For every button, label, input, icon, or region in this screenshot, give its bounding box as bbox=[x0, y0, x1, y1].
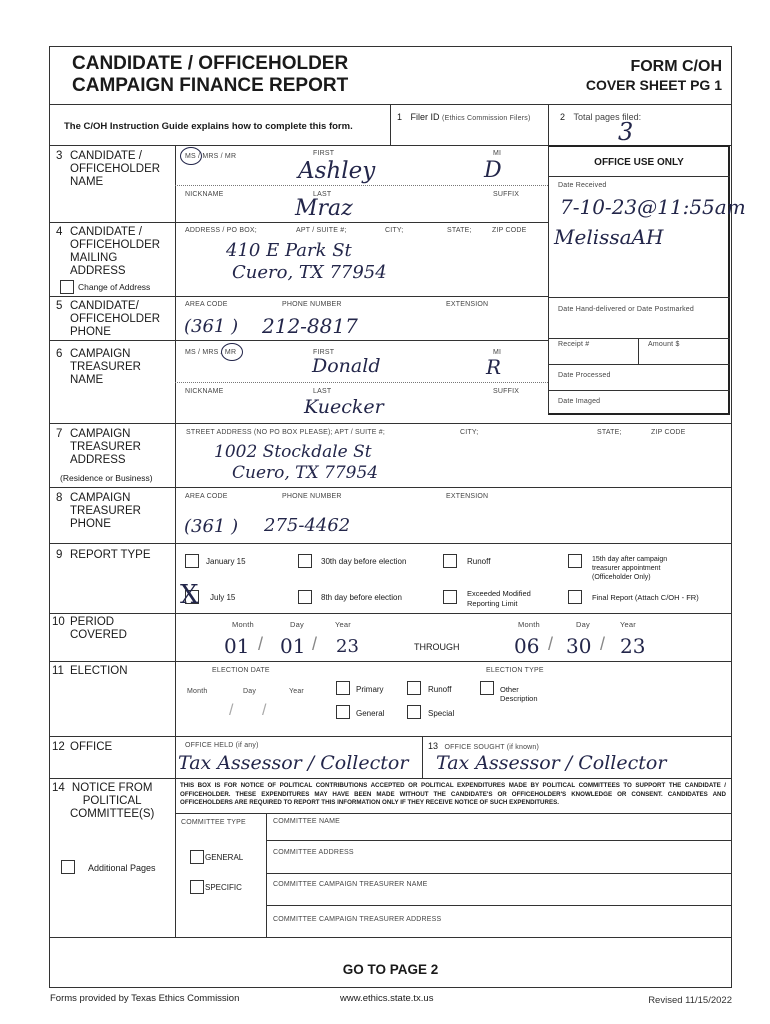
section-8-label bbox=[56, 492, 141, 531]
divider bbox=[49, 736, 732, 737]
receiver-signature: MelissaAH bbox=[554, 225, 664, 249]
divider bbox=[175, 185, 548, 186]
election-other-label: Other Description bbox=[500, 685, 538, 703]
committee-specific-label: SPECIFIC bbox=[205, 883, 242, 892]
divider bbox=[49, 543, 732, 544]
address-line-2[interactable]: Cuero, TX 77954 bbox=[232, 262, 387, 283]
office-use-title: OFFICE USE ONLY bbox=[594, 157, 684, 168]
notice-text: THIS BOX IS FOR NOTICE OF POLITICAL CONTRIBUTIONS ACCEPTED OR POLITICAL EXPENDITURES MADE BY POLITICAL COMMITTEES TO SUPPORT THE CANDIDATE / OFFICEHOLDER. THESE EXPENDITURES MAY HAVE BEEN MADE WITHOUT THE CANDIDATE'S OR OFFICEHOLDER'S KNOWLEDGE OR CONSENT. CANDIDATES AND OFFICEHOLDERS ARE REQUIRED TO REPORT THIS INFORMATION ONLY IF THEY RECEIVE NOTICE OF SUCH EXPENDITURES. bbox=[180, 782, 726, 806]
divider bbox=[548, 390, 730, 391]
period-from-day[interactable]: 01 bbox=[280, 634, 306, 658]
candidate-first-name[interactable]: Ashley bbox=[298, 158, 376, 184]
salutation-label: MS / MRS / MR bbox=[185, 153, 237, 160]
date-imaged-label: Date Imaged bbox=[558, 398, 601, 405]
date-slash: / bbox=[258, 634, 264, 654]
receipt-label: Receipt # bbox=[558, 341, 590, 348]
footer-provided-by: Forms provided by Texas Ethics Commission bbox=[50, 993, 240, 1004]
report-july-15-label: July 15 bbox=[210, 593, 236, 602]
report-exceeded-checkbox[interactable] bbox=[443, 590, 457, 604]
form-title bbox=[72, 53, 348, 97]
election-type-label: ELECTION TYPE bbox=[486, 667, 544, 674]
filer-id-field[interactable] bbox=[397, 112, 530, 122]
zip-label: ZIP CODE bbox=[651, 429, 686, 436]
state-label: STATE; bbox=[597, 429, 622, 436]
election-special-label: Special bbox=[428, 709, 455, 718]
field-number: 5 bbox=[56, 300, 63, 312]
committee-specific-checkbox[interactable] bbox=[190, 880, 204, 894]
additional-pages-label: Additional Pages bbox=[88, 863, 156, 873]
change-of-address-label: Change of Address bbox=[78, 282, 151, 292]
from-year-label: Year bbox=[335, 620, 351, 629]
committee-treasurer-name-label: COMMITTEE CAMPAIGN TREASURER NAME bbox=[273, 881, 428, 888]
address-label: ADDRESS / PO BOX; bbox=[185, 227, 257, 234]
candidate-last-name[interactable]: Mraz bbox=[295, 196, 353, 221]
treasurer-last-name[interactable]: Kuecker bbox=[304, 396, 384, 418]
nickname-label: NICKNAME bbox=[185, 388, 224, 395]
filer-id-sub: (Ethics Commission Filers) bbox=[442, 115, 531, 122]
election-day-label: Day bbox=[243, 688, 257, 695]
election-label: ELECTION bbox=[70, 665, 128, 677]
date-slash: / bbox=[262, 702, 267, 719]
treasurer-mi[interactable]: R bbox=[486, 355, 502, 379]
extension-label: EXTENSION bbox=[446, 301, 489, 308]
period-to-day[interactable]: 30 bbox=[566, 634, 592, 658]
report-january-15-label: January 15 bbox=[206, 557, 246, 566]
treasurer-first-name[interactable]: Donald bbox=[312, 355, 381, 377]
election-other-checkbox[interactable] bbox=[480, 681, 494, 695]
section-12-label bbox=[52, 741, 112, 754]
report-30th-day-checkbox[interactable] bbox=[298, 554, 312, 568]
filer-id-label: Filer ID bbox=[410, 112, 440, 122]
to-year-label: Year bbox=[620, 620, 636, 629]
election-general-label: General bbox=[356, 709, 385, 718]
nickname-label: NICKNAME bbox=[185, 191, 224, 198]
divider bbox=[266, 813, 267, 937]
section-13-label bbox=[428, 741, 539, 751]
field-number: 11 bbox=[52, 665, 64, 677]
go-to-page-2: GO TO PAGE 2 bbox=[342, 962, 439, 977]
election-general-checkbox[interactable] bbox=[336, 705, 350, 719]
section-4-label bbox=[56, 226, 160, 278]
divider bbox=[49, 778, 732, 779]
period-from-year[interactable]: 23 bbox=[336, 636, 359, 657]
change-of-address-checkbox[interactable] bbox=[60, 280, 74, 294]
field-number: 3 bbox=[56, 150, 63, 162]
field-number: 14 bbox=[52, 782, 65, 794]
divider bbox=[266, 840, 732, 841]
last-label: LAST bbox=[313, 388, 332, 395]
report-30th-day-label: 30th day before election bbox=[321, 557, 407, 566]
extension-label: EXTENSION bbox=[446, 493, 489, 500]
suffix-label: SUFFIX bbox=[493, 191, 520, 198]
divider bbox=[49, 222, 548, 223]
treasurer-phone-number[interactable]: 275-4462 bbox=[264, 515, 351, 536]
election-year-label: Year bbox=[289, 688, 304, 695]
report-exceeded-label: Exceeded Modified Reporting Limit bbox=[467, 589, 531, 608]
divider bbox=[49, 423, 732, 424]
candidate-area-code[interactable]: (361 ) bbox=[184, 316, 239, 337]
field-number: 8 bbox=[56, 492, 63, 504]
amount-label: Amount $ bbox=[648, 341, 680, 348]
date-slash: / bbox=[548, 634, 554, 654]
report-runoff-checkbox[interactable] bbox=[443, 554, 457, 568]
title-line-1: CANDIDATE / OFFICEHOLDER bbox=[72, 53, 349, 74]
divider bbox=[175, 382, 548, 383]
apt-label: APT / SUITE #; bbox=[296, 227, 347, 234]
field-number: 12 bbox=[52, 741, 65, 753]
label-column-divider bbox=[175, 145, 176, 937]
field-number: 13 bbox=[428, 741, 439, 751]
field-number: 6 bbox=[56, 348, 63, 360]
report-july-15-mark: X bbox=[180, 580, 199, 610]
title-line-2: CAMPAIGN FINANCE REPORT bbox=[72, 75, 349, 96]
period-from-month[interactable]: 01 bbox=[224, 634, 250, 658]
section-14-label bbox=[52, 782, 154, 821]
date-slash: / bbox=[312, 634, 318, 654]
committee-general-checkbox[interactable] bbox=[190, 850, 204, 864]
divider bbox=[175, 813, 732, 814]
mailing-address-label: CANDIDATE / OFFICEHOLDER MAILING ADDRESS bbox=[70, 226, 161, 277]
mi-label: MI bbox=[493, 150, 502, 157]
treasurer-address-line-1[interactable]: 1002 Stockdale St bbox=[214, 442, 372, 462]
section-10-label bbox=[52, 616, 127, 642]
divider bbox=[49, 613, 732, 614]
total-pages-label: Total pages filed: bbox=[573, 112, 642, 122]
committee-address-label: COMMITTEE ADDRESS bbox=[273, 849, 354, 856]
report-8th-day-label: 8th day before election bbox=[321, 593, 402, 602]
office-label: OFFICE bbox=[70, 741, 113, 753]
report-type-label: REPORT TYPE bbox=[70, 549, 151, 561]
from-day-label: Day bbox=[290, 620, 304, 629]
election-primary-label: Primary bbox=[356, 685, 384, 694]
divider bbox=[266, 905, 732, 906]
first-label: FIRST bbox=[313, 150, 335, 157]
divider bbox=[548, 297, 730, 298]
salutation-circle bbox=[180, 147, 202, 165]
committee-general-label: GENERAL bbox=[205, 853, 244, 862]
divider bbox=[49, 340, 548, 341]
date-slash: / bbox=[600, 634, 606, 654]
report-8th-day-checkbox[interactable] bbox=[298, 590, 312, 604]
treasurer-phone-label: CAMPAIGN TREASURER PHONE bbox=[70, 492, 141, 530]
field-number: 4 bbox=[56, 226, 63, 238]
field-number: 10 bbox=[52, 616, 65, 628]
field-number: 1 bbox=[397, 112, 403, 122]
address-line-1[interactable]: 410 E Park St bbox=[226, 240, 352, 261]
field-number: 7 bbox=[56, 428, 63, 440]
candidate-phone-label: CANDIDATE/ OFFICEHOLDER PHONE bbox=[70, 300, 161, 338]
election-date-label: ELECTION DATE bbox=[212, 667, 270, 674]
to-day-label: Day bbox=[576, 620, 590, 629]
city-label: CITY; bbox=[385, 227, 404, 234]
total-pages-value: 3 bbox=[618, 118, 634, 146]
date-received-label: Date Received bbox=[558, 182, 607, 189]
divider bbox=[548, 338, 730, 339]
area-code-label: AREA CODE bbox=[185, 301, 228, 308]
phone-number-label: PHONE NUMBER bbox=[282, 301, 342, 308]
office-held-value[interactable]: Tax Assessor / Collector bbox=[178, 752, 409, 774]
date-processed-label: Date Processed bbox=[558, 372, 611, 379]
additional-pages-checkbox[interactable] bbox=[61, 860, 75, 874]
last-label: LAST bbox=[313, 191, 332, 198]
period-to-year[interactable]: 23 bbox=[620, 634, 646, 658]
election-runoff-label: Runoff bbox=[428, 685, 452, 694]
notice-label: NOTICE FROM POLITICAL COMMITTEE(S) bbox=[70, 782, 155, 820]
report-15th-day-label: 15th day after campaign treasurer appointment (Officeholder Only) bbox=[592, 556, 668, 581]
instruction-text: The C/OH Instruction Guide explains how to complete this form. bbox=[64, 121, 353, 132]
election-primary-checkbox[interactable] bbox=[336, 681, 350, 695]
footer-revised: Revised 11/15/2022 bbox=[648, 995, 732, 1006]
report-final-label: Final Report (Attach C/OH - FR) bbox=[592, 593, 699, 602]
committee-treasurer-address-label: COMMITTEE CAMPAIGN TREASURER ADDRESS bbox=[273, 916, 442, 923]
office-held-label: OFFICE HELD (if any) bbox=[185, 742, 259, 749]
treasurer-area-code[interactable]: (361 ) bbox=[184, 516, 239, 537]
section-11-label bbox=[52, 665, 128, 678]
from-month-label: Month bbox=[232, 620, 254, 629]
residence-or-business-label: (Residence or Business) bbox=[60, 473, 153, 483]
street-address-label: STREET ADDRESS (NO PO BOX PLEASE); APT / SUITE #; bbox=[186, 429, 385, 436]
footer-url[interactable]: www.ethics.state.tx.us bbox=[340, 993, 434, 1004]
report-runoff-label: Runoff bbox=[467, 557, 491, 566]
candidate-mi[interactable]: D bbox=[484, 158, 502, 183]
report-15th-day-checkbox[interactable] bbox=[568, 554, 582, 568]
date-received-value: 7-10-23@11:55am bbox=[560, 195, 746, 219]
divider bbox=[49, 937, 732, 938]
first-label: FIRST bbox=[313, 349, 335, 356]
candidate-phone-number[interactable]: 212-8817 bbox=[262, 314, 358, 338]
field-number: 2 bbox=[560, 112, 566, 122]
candidate-name-label: CANDIDATE / OFFICEHOLDER NAME bbox=[70, 150, 161, 188]
treasurer-address-label: CAMPAIGN TREASURER ADDRESS bbox=[70, 428, 141, 466]
salutation-circle bbox=[221, 343, 243, 361]
divider bbox=[266, 873, 732, 874]
committee-name-label: COMMITTEE NAME bbox=[273, 818, 340, 825]
zip-label: ZIP CODE bbox=[492, 227, 527, 234]
office-sought-value[interactable]: Tax Assessor / Collector bbox=[436, 752, 667, 774]
to-month-label: Month bbox=[518, 620, 540, 629]
field-number: 9 bbox=[56, 549, 63, 561]
section-3-label bbox=[56, 150, 160, 189]
office-sought-label: OFFICE SOUGHT (if known) bbox=[444, 744, 540, 751]
election-month-label: Month bbox=[187, 688, 208, 695]
divider bbox=[49, 487, 732, 488]
period-to-month[interactable]: 06 bbox=[514, 634, 540, 658]
suffix-label: SUFFIX bbox=[493, 388, 520, 395]
divider bbox=[49, 296, 548, 297]
divider bbox=[548, 104, 549, 145]
mi-label: MI bbox=[493, 349, 502, 356]
city-label: CITY; bbox=[460, 429, 479, 436]
divider bbox=[638, 338, 639, 364]
section-9-label bbox=[56, 549, 151, 562]
section-6-label bbox=[56, 348, 141, 387]
period-covered-label: PERIOD COVERED bbox=[70, 616, 127, 641]
salutation-label: MS / MRS / MR bbox=[185, 349, 237, 356]
committee-type-label: COMMITTEE TYPE bbox=[181, 819, 246, 826]
section-5-label bbox=[56, 300, 160, 339]
through-label: THROUGH bbox=[414, 642, 460, 652]
report-final-checkbox[interactable] bbox=[568, 590, 582, 604]
divider bbox=[422, 736, 423, 778]
state-label: STATE; bbox=[447, 227, 472, 234]
divider bbox=[548, 176, 730, 177]
treasurer-address-line-2[interactable]: Cuero, TX 77954 bbox=[232, 463, 379, 483]
divider bbox=[548, 364, 730, 365]
date-hand-delivered-label: Date Hand-delivered or Date Postmarked bbox=[558, 306, 694, 313]
report-january-15-checkbox[interactable] bbox=[185, 554, 199, 568]
election-special-checkbox[interactable] bbox=[407, 705, 421, 719]
election-runoff-checkbox[interactable] bbox=[407, 681, 421, 695]
section-7-label bbox=[56, 428, 141, 467]
cover-sheet-label: COVER SHEET PG 1 bbox=[585, 77, 722, 93]
phone-number-label: PHONE NUMBER bbox=[282, 493, 342, 500]
divider bbox=[390, 104, 391, 145]
date-slash: / bbox=[229, 702, 234, 719]
treasurer-name-label: CAMPAIGN TREASURER NAME bbox=[70, 348, 141, 386]
area-code-label: AREA CODE bbox=[185, 493, 228, 500]
divider bbox=[49, 661, 732, 662]
form-name: FORM C/OH bbox=[630, 58, 722, 75]
